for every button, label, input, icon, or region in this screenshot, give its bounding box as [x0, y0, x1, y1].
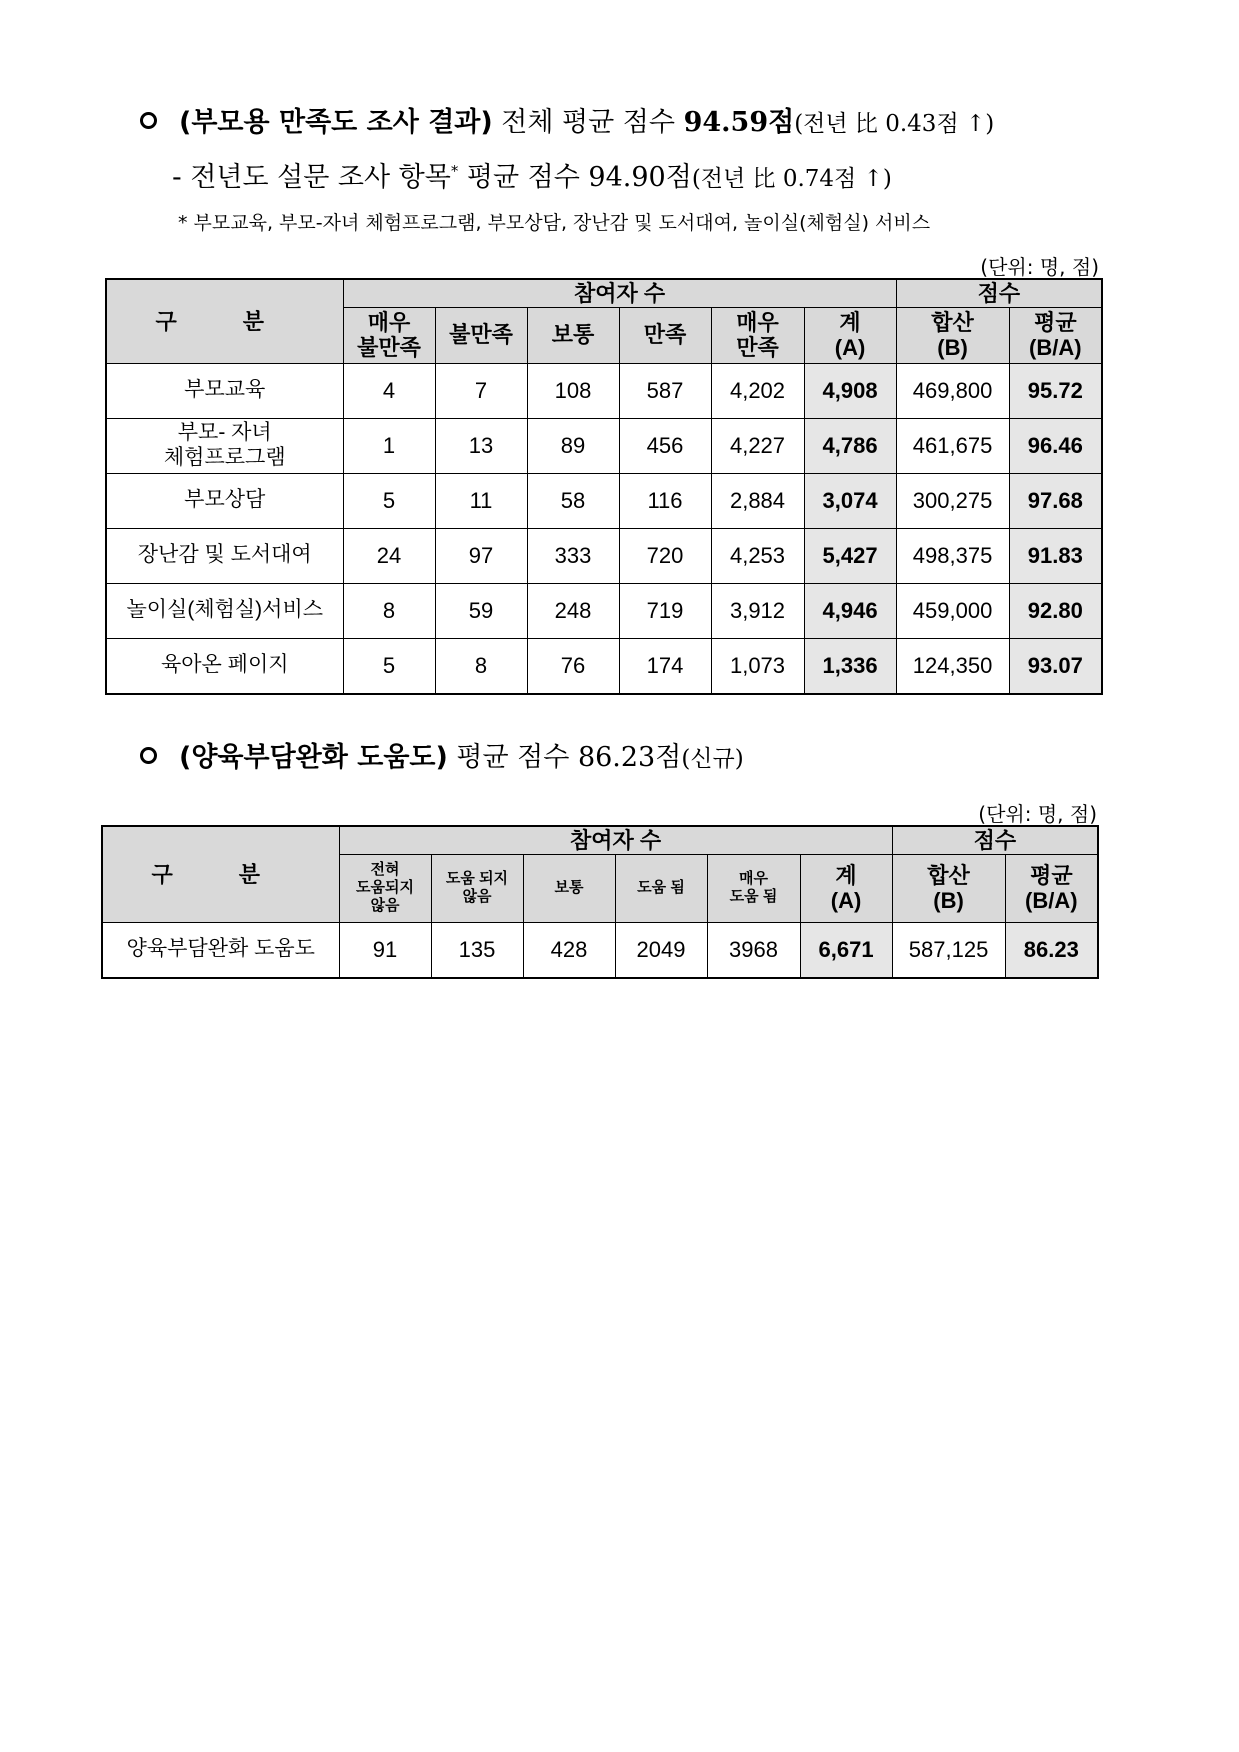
table-cell: 24	[343, 528, 435, 583]
table-row	[102, 922, 1098, 978]
section1-heading	[140, 100, 994, 139]
table-row	[106, 473, 1102, 528]
table-cell: 4,202	[711, 363, 804, 418]
section1-heading-text: 전체 평균 점수	[501, 107, 675, 138]
table-cell: 1	[343, 418, 435, 473]
table-cell: 719	[619, 583, 711, 638]
table-cell: 4,227	[711, 418, 804, 473]
table-cell: 587	[619, 363, 711, 418]
table-cell: 3968	[707, 922, 800, 978]
table-cell: 124,350	[896, 638, 1009, 694]
table-cell: 95.72	[1009, 363, 1102, 418]
table-cell: 7	[435, 363, 527, 418]
table-cell: 97.68	[1009, 473, 1102, 528]
table-cell: 3,074	[804, 473, 896, 528]
table-cell: 5	[343, 638, 435, 694]
section1-heading-score: 94.59점	[683, 107, 795, 138]
table-cell: 4,946	[804, 583, 896, 638]
table-row	[106, 363, 1102, 418]
table-cell: 116	[619, 473, 711, 528]
table-cell: 13	[435, 418, 527, 473]
section1-note: * 부모교육, 부모-자녀 체험프로그램, 부모상담, 장난감 및 도서대여, 놀이실(체험실) 서비스	[178, 212, 931, 234]
table-cell: 8	[435, 638, 527, 694]
section1-sub-star: *	[450, 162, 459, 180]
column-header: 도움 됨	[615, 854, 707, 922]
column-header: 보통	[523, 854, 615, 922]
circle-bullet-icon	[140, 112, 157, 129]
table-cell: 86.23	[1005, 922, 1098, 978]
table-cell: 456	[619, 418, 711, 473]
row-label: 부모상담	[106, 473, 343, 528]
table-cell: 76	[527, 638, 619, 694]
section1-unit: (단위: 명, 점)	[980, 255, 1099, 279]
table-cell: 469,800	[896, 363, 1009, 418]
section1-sub-text2: 평균 점수	[466, 162, 580, 193]
table-cell: 174	[619, 638, 711, 694]
table-cell: 89	[527, 418, 619, 473]
circle-bullet-icon	[140, 747, 157, 764]
table-cell: 93.07	[1009, 638, 1102, 694]
table-cell: 300,275	[896, 473, 1009, 528]
table-cell: 96.46	[1009, 418, 1102, 473]
col-group-header: 구 분	[102, 826, 339, 922]
column-header: 계 (A)	[800, 854, 892, 922]
column-header: 매우 만족	[711, 307, 804, 363]
table-cell: 720	[619, 528, 711, 583]
table-cell: 58	[527, 473, 619, 528]
table-cell: 8	[343, 583, 435, 638]
column-header: 전혀 도움되지 않음	[339, 854, 431, 922]
table-cell: 428	[523, 922, 615, 978]
table-cell: 248	[527, 583, 619, 638]
section2-heading-text: 평균 점수	[456, 742, 570, 773]
column-header: 계 (A)	[804, 307, 896, 363]
table-cell: 4,253	[711, 528, 804, 583]
column-header: 매우 불만족	[343, 307, 435, 363]
section1-sub-text: - 전년도 설문 조사 항목	[172, 162, 451, 193]
burden-relief-table	[101, 825, 1099, 979]
table-cell: 333	[527, 528, 619, 583]
section2-heading-paren: (신규)	[681, 746, 744, 772]
section1-sub-paren: (전년 比 0.74점 ↑)	[691, 166, 892, 192]
row-label: 부모교육	[106, 363, 343, 418]
column-header: 불만족	[435, 307, 527, 363]
table-cell: 92.80	[1009, 583, 1102, 638]
column-header: 만족	[619, 307, 711, 363]
column-header: 보통	[527, 307, 619, 363]
table-cell: 5	[343, 473, 435, 528]
table-cell: 135	[431, 922, 523, 978]
table-cell: 91.83	[1009, 528, 1102, 583]
table-cell: 4,908	[804, 363, 896, 418]
column-header: 평균 (B/A)	[1009, 307, 1102, 363]
table-cell: 11	[435, 473, 527, 528]
section2-heading	[140, 735, 744, 774]
table-cell: 459,000	[896, 583, 1009, 638]
col-group-header: 구 분	[106, 279, 343, 363]
table-cell: 5,427	[804, 528, 896, 583]
section1-heading-bold: (부모용 만족도 조사 결과)	[179, 107, 493, 138]
score-group-header: 점수	[892, 826, 1098, 854]
section2-heading-score: 86.23점	[577, 742, 682, 773]
section2-heading-bold: (양육부담완화 도움도)	[179, 742, 448, 773]
table-cell: 97	[435, 528, 527, 583]
table-cell: 1,336	[804, 638, 896, 694]
section1-heading-paren: (전년 比 0.43점 ↑)	[794, 111, 995, 137]
table-cell: 587,125	[892, 922, 1005, 978]
row-label: 장난감 및 도서대여	[106, 528, 343, 583]
table-row	[106, 638, 1102, 694]
participants-group-header: 참여자 수	[343, 279, 896, 307]
table-cell: 108	[527, 363, 619, 418]
table-cell: 2049	[615, 922, 707, 978]
table-row	[106, 528, 1102, 583]
participants-group-header: 참여자 수	[339, 826, 892, 854]
table-cell: 461,675	[896, 418, 1009, 473]
table-cell: 4	[343, 363, 435, 418]
satisfaction-table	[105, 278, 1103, 695]
table-cell: 6,671	[800, 922, 892, 978]
column-header: 평균 (B/A)	[1005, 854, 1098, 922]
table-cell: 1,073	[711, 638, 804, 694]
row-label: 부모- 자녀 체험프로그램	[106, 418, 343, 473]
row-label: 육아온 페이지	[106, 638, 343, 694]
score-group-header: 점수	[896, 279, 1102, 307]
table-cell: 91	[339, 922, 431, 978]
section1-subheading	[172, 155, 892, 194]
column-header: 매우 도움 됨	[707, 854, 800, 922]
table-cell: 4,786	[804, 418, 896, 473]
table-row	[106, 583, 1102, 638]
row-label: 놀이실(체험실)서비스	[106, 583, 343, 638]
table-row	[106, 418, 1102, 473]
column-header: 합산 (B)	[892, 854, 1005, 922]
table-cell: 2,884	[711, 473, 804, 528]
column-header: 합산 (B)	[896, 307, 1009, 363]
column-header: 도움 되지 않음	[431, 854, 523, 922]
section2-unit: (단위: 명, 점)	[978, 802, 1097, 826]
section1-sub-score: 94.90점	[588, 162, 692, 193]
table-cell: 59	[435, 583, 527, 638]
table-cell: 3,912	[711, 583, 804, 638]
table-cell: 498,375	[896, 528, 1009, 583]
row-label: 양육부담완화 도움도	[102, 922, 339, 978]
